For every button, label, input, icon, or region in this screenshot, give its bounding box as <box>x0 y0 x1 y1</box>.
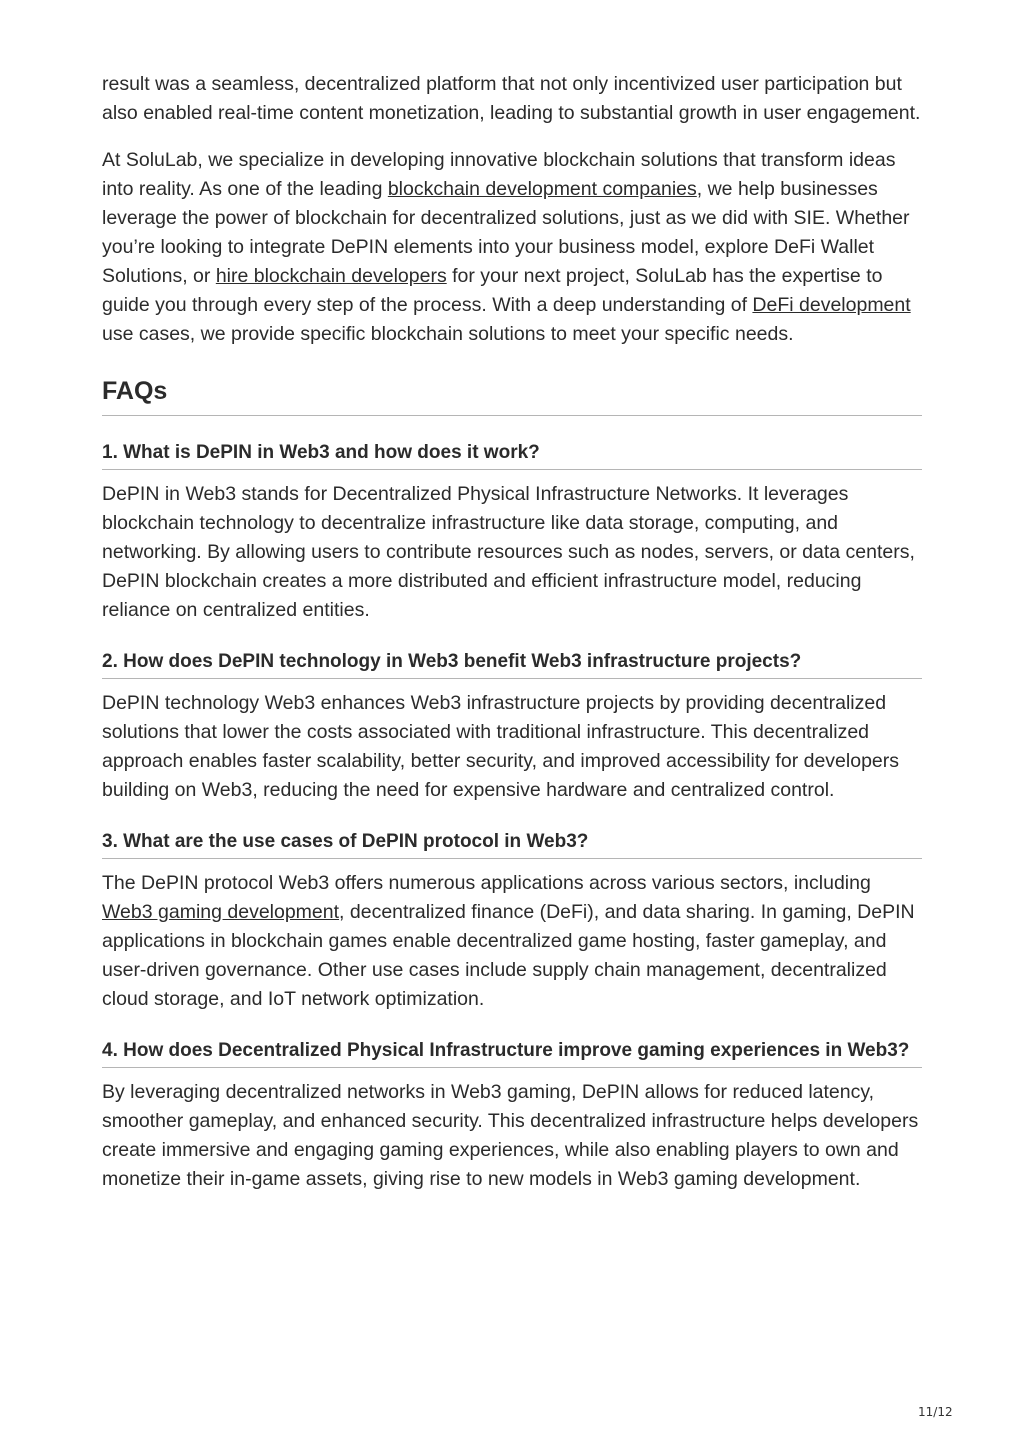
intro-paragraph-continued: result was a seamless, decentralized platform that not only incentivized user participation but also enabled real-time content monetization, leading to substantial growth in user engagement. <box>102 73 921 124</box>
faq-question-4: 4. How does Decentralized Physical Infrastructure improve gaming experiences in Web3? <box>102 1038 922 1068</box>
faq-question-2: 2. How does DePIN technology in Web3 benefit Web3 infrastructure projects? <box>102 649 922 679</box>
blockchain-development-companies-link[interactable]: blockchain development companies <box>387 178 697 200</box>
hire-blockchain-developers-link[interactable]: hire blockchain developers <box>215 265 447 287</box>
page-number: 11/12 <box>918 1405 953 1419</box>
web3-gaming-development-link[interactable]: Web3 gaming development <box>102 901 340 923</box>
faq-answer-3 <box>102 869 922 1014</box>
faqs-heading: FAQs <box>102 375 922 416</box>
faq-question-3: 3. What are the use cases of DePIN protocol in Web3? <box>102 829 922 859</box>
solulab-text-1: At SoluLab, we specialize in developing innovative blockchain solutions that transform ideas into reality. As one of the leading <box>102 149 896 200</box>
faq-question-1: 1. What is DePIN in Web3 and how does it work? <box>102 440 922 470</box>
faq-item-2 <box>102 649 922 805</box>
solulab-paragraph <box>102 146 922 349</box>
defi-development-link[interactable]: DeFi development <box>752 294 911 316</box>
solulab-text-2: , we help businesses leverage the power of blockchain for decentralized solutions, just as we did with SIE. Whether you’re looking to integrate DePIN elements into your business model, explore DeFi Wallet Solutions, or <box>102 178 910 287</box>
solulab-text-3: for your next project, SoluLab has the expertise to guide you through every step of the process. With a deep understanding of <box>102 265 883 316</box>
faq-item-4 <box>102 1038 922 1194</box>
faq-answer-3-text-2: , decentralized finance (DeFi), and data sharing. In gaming, DePIN applications in blockchain games enable decentralized game hosting, faster gameplay, and user-driven governance. Other use cases include supply chain management, decentralized cloud storage, and IoT network optimization. <box>102 901 915 1010</box>
faq-item-3 <box>102 829 922 1014</box>
faq-answer-1: DePIN in Web3 stands for Decentralized Physical Infrastructure Networks. It leverages blockchain technology to decentralize infrastructure like data storage, computing, and networking. By allowing users to contribute resources such as nodes, servers, or data centers, DePIN blockchain creates a more distributed and efficient infrastructure model, reducing reliance on centralized entities. <box>102 483 915 621</box>
document-content <box>102 70 922 1194</box>
faq-answer-3-text-1: The DePIN protocol Web3 offers numerous applications across various sectors, including <box>102 872 871 894</box>
solulab-text-4: use cases, we provide specific blockchain solutions to meet your specific needs. <box>102 323 794 345</box>
faq-answer-4: By leveraging decentralized networks in Web3 gaming, DePIN allows for reduced latency, smoother gameplay, and enhanced security. This decentralized infrastructure helps developers create immersive and engaging gaming experiences, while also enabling players to own and monetize their in-game assets, giving rise to new models in Web3 gaming development. <box>102 1081 919 1190</box>
faq-item-1 <box>102 440 922 625</box>
faq-answer-2: DePIN technology Web3 enhances Web3 infrastructure projects by providing decentralized solutions that lower the costs associated with traditional infrastructure. This decentralized approach enables faster scalability, better security, and improved accessibility for developers building on Web3, reducing the need for expensive hardware and centralized control. <box>102 692 900 801</box>
